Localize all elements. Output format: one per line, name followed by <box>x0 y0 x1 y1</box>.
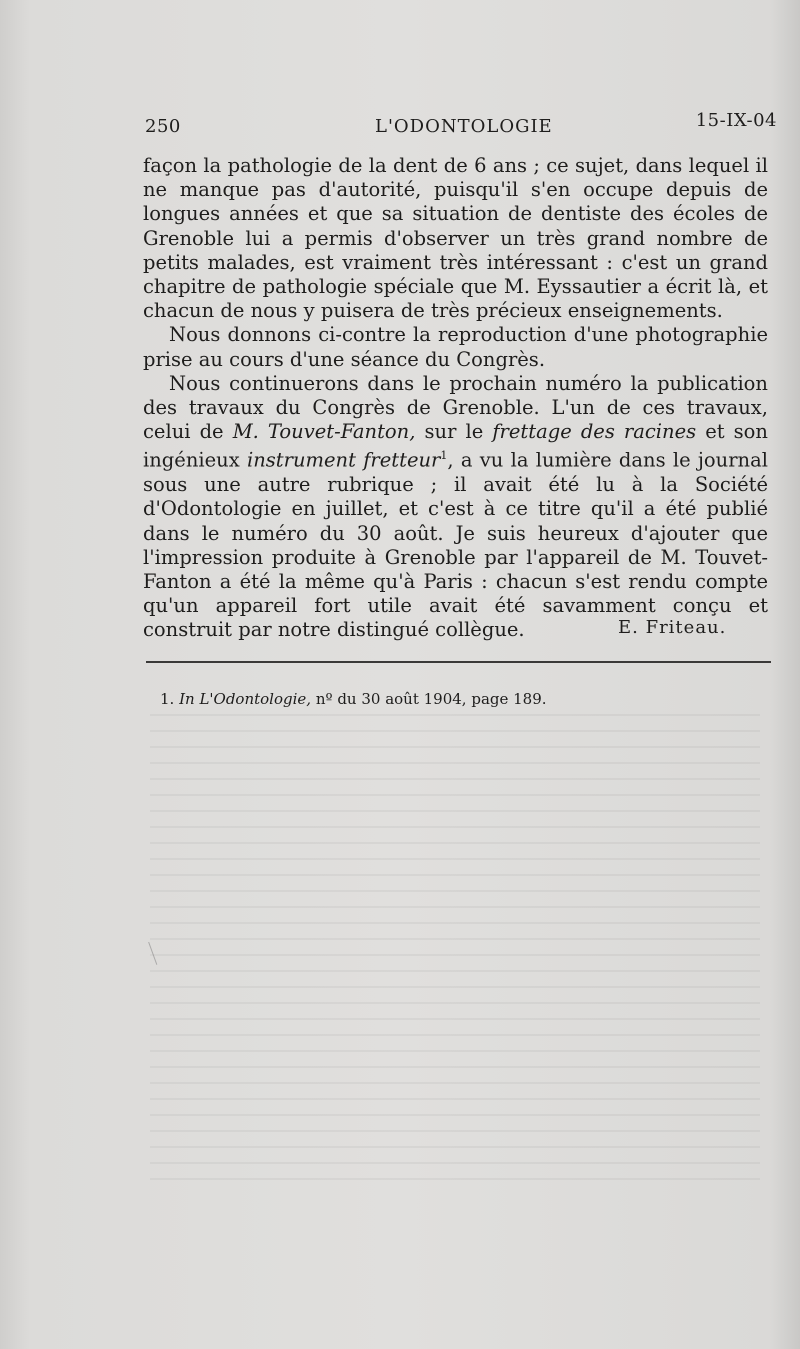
footnote-number: 1. <box>160 690 175 708</box>
page-number: 250 <box>145 116 181 137</box>
p3-text-a: Nous continuerons dans le prochain numéro la publication des travaux du Congrès de Grenoble. L'un de ces travaux, celui de <box>143 371 768 444</box>
paragraph-3 <box>143 372 768 643</box>
article-body <box>143 154 768 643</box>
p3-topic: frettage des racines <box>492 420 697 444</box>
running-header <box>145 110 777 142</box>
footnote-source: In L'Odontologie, <box>179 690 312 708</box>
issue-date: 15-IX-04 <box>695 110 777 131</box>
paragraph-1: façon la pathologie de la dent de 6 ans ; ce sujet, dans lequel il ne manque pas d'autorité, puisqu'il s'en occupe depuis de longues années et que sa situation de dentiste des écoles de Grenoble lui a permis d'observer un très grand nombre de petits malades, est vraiment très intéressant : c'est un grand chapitre de pathologie spéciale que M. Eyssautier a écrit là, et chacun de nous y puisera de très précieux enseignements. <box>143 154 768 323</box>
footnote-divider <box>146 661 771 663</box>
signature: E. Friteau. <box>618 617 727 638</box>
journal-title: L'ODONTOLOGIE <box>375 116 553 137</box>
p3-instrument: instrument fretteur <box>246 448 441 472</box>
show-through-texture <box>150 700 760 1180</box>
footnote-ref: 1 <box>440 449 448 463</box>
p3-text-d: , a vu la lumière dans le journal sous une autre rubrique ; il avait été lu à la Société d'Odontologie en juillet, et c'est à ce titre qu'il a été publié dans le numéro du 30 août. Je suis heureux d'ajouter que l'impression produite à Grenoble par l'appareil de M. Touvet-Fanton a été la même qu'à Paris : chacun s'est rendu compte qu'un appareil fort utile avait été savamment conçu et construit par notre distingué collègue. <box>143 448 768 642</box>
footnote-details: nº du 30 août 1904, page 189. <box>311 690 547 708</box>
p3-author: M. Touvet-Fanton, <box>232 420 416 444</box>
p3-text-c: et son ingénieux <box>143 420 768 472</box>
paragraph-2: Nous donnons ci-contre la reproduction d'une photographie prise au cours d'une séance du Congrès. <box>143 323 768 371</box>
p3-text-b: sur le <box>415 420 493 444</box>
